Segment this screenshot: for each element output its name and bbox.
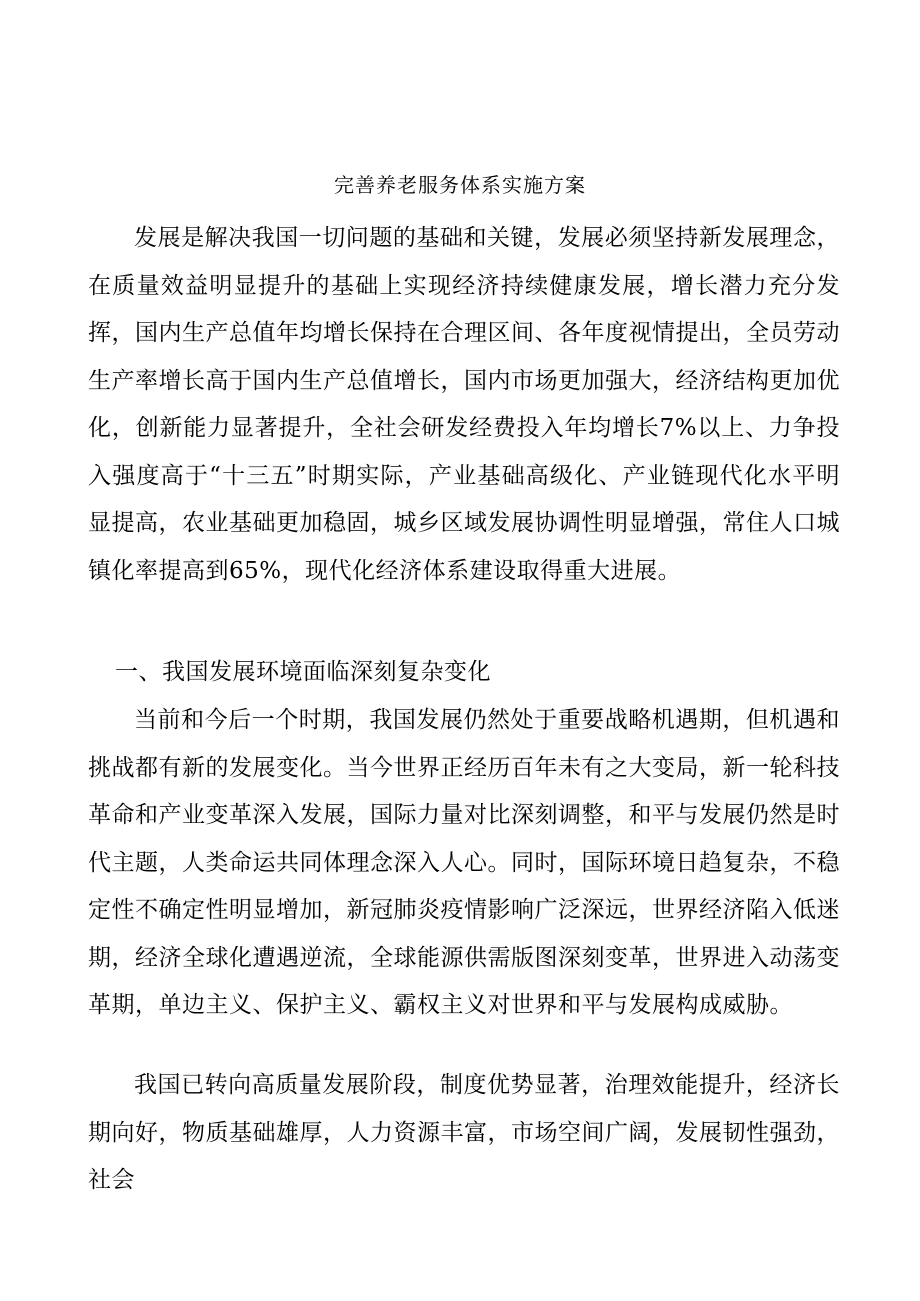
document-title: 完善养老服务体系实施方案	[334, 173, 586, 197]
section-heading: 一、我国发展环境面临深刻复杂变化	[115, 659, 491, 685]
section-paragraph-2: 我国已转向高质量发展阶段，制度优势显著，治理效能提升，经济长期向好，物质基础雄厚，人力资源丰富，市场空间广阔，发展韧性强劲，社会	[88, 1072, 840, 1193]
section-paragraph-1: 当前和今后一个时期，我国发展仍然处于重要战略机遇期，但机遇和挑战都有新的发展变化。当今世界正经历百年未有之大变局，新一轮科技革命和产业变革深入发展，国际力量对比深刻调整，和平与发展仍然是时代主题，人类命运共同体理念深入人心。同时，国际环境日趋复杂，不稳定性不确定性明显增加，新冠肺炎疫情影响广泛深远，世界经济陷入低迷期，经济全球化遭遇逆流，全球能源供需版图深刻变革，世界进入动荡变革期，单边主义、保护主义、霸权主义对世界和平与发展构成威胁。	[88, 707, 840, 1018]
intro-paragraph: 发展是解决我国一切问题的基础和关键，发展必须坚持新发展理念，在质量效益明显提升的基础上实现经济持续健康发展，增长潜力充分发挥，国内生产总值年均增长保持在合理区间、各年度视情提出，全员劳动生产率增长高于国内生产总值增长，国内市场更加强大，经济结构更加优化，创新能力显著提升，全社会研发经费投入年均增长7%以上、力争投入强度高于“十三五”时期实际，产业基础高级化、产业链现代化水平明显提高，农业基础更加稳固，城乡区域发展协调性明显增强，常住人口城镇化率提高到65%，现代化经济体系建设取得重大进展。	[88, 225, 840, 584]
